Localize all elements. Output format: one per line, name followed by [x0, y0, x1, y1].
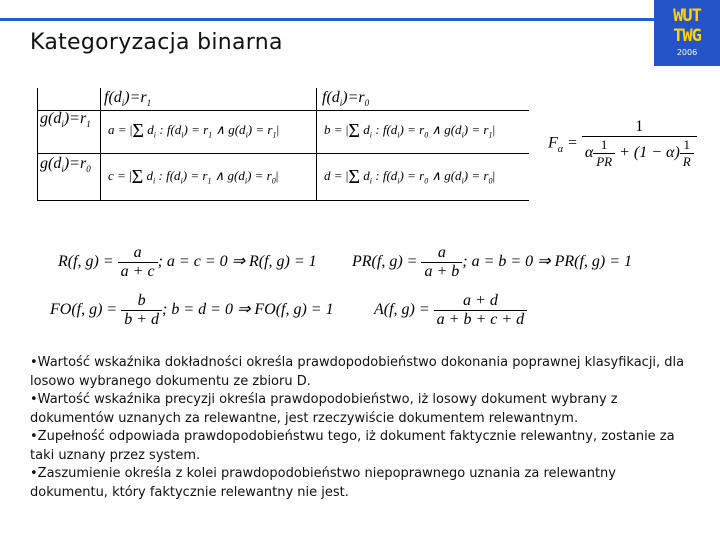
table-divider: [316, 88, 317, 200]
accuracy-formula: A(f, g) = $\frac{a + d}{a + b + c + d}$: [374, 292, 527, 329]
cell-d: d = |Σ $d_i$ : $f(d_i) = r_0$ ∧ $g(d_i) = r_0|$: [324, 166, 496, 188]
logo-year: 2006: [676, 48, 698, 57]
cell-c: c = |Σ $d_i$ : $f(d_i) = r_1$ ∧ $g(d_i) = r_0|$: [108, 166, 279, 188]
institution-logo: [654, 0, 720, 66]
table-divider: [38, 153, 529, 154]
row-header-r0: $g(d_i)=r_0$: [40, 155, 91, 175]
header-rule: [0, 18, 720, 21]
recall-formula: R(f, g) = $\frac{a}{a + c}$ ; a = c = 0 ⇒ R(f, g) = 1: [58, 244, 317, 280]
f-alpha-formula: $F_\alpha$ = 1 α $\frac{1}{PR}$ + (1 − α) $\frac{1}{R}$: [548, 118, 697, 170]
precision-formula: PR(f, g) = $\frac{a}{a + b}$ ; a = b = 0 ⇒ PR(f, g) = 1: [352, 244, 633, 280]
bullet-fallout: •Zaszumienie określa z kolei prawdopodobieństwo niepoprawnego uznania za relewantny dokumentu, który faktycznie relewantny nie jest.: [30, 466, 616, 500]
contingency-table: [37, 88, 529, 201]
logo-line-2: TWG: [673, 26, 701, 46]
bullet-accuracy: •Wartość wskaźnika dokładności określa prawdopodobieństwo dokonania poprawnej klasyfikacji, dla losowo wybranego dokumentu ze zbioru D.: [30, 355, 685, 389]
table-divider: [100, 88, 101, 200]
cell-b: b = |Σ $d_i$ : $f(d_i) = r_0$ ∧ $g(d_i) = r_1|$: [324, 120, 496, 142]
logo-line-1: WUT: [673, 6, 701, 26]
row-header-r1: $g(d_i)=r_1$: [40, 110, 91, 130]
page-title: Kategoryzacja binarna: [30, 30, 283, 55]
column-header-r1: $f(d_i)=r_1$: [104, 89, 152, 109]
bullet-recall: •Zupełność odpowiada prawdopodobieństwu tego, iż dokument faktycznie relewantny, zostanie za taki uznany przez system.: [30, 429, 675, 463]
table-divider: [38, 110, 529, 111]
bullet-precision: •Wartość wskaźnika precyzji określa prawdopodobieństwo, iż losowy dokument wybrany z dokumentów uznanych za relewantne, jest rzeczywiście dokumentem relewantnym.: [30, 392, 618, 426]
cell-a: a = |Σ $d_i$ : $f(d_i) = r_1$ ∧ $g(d_i) = r_1|$: [108, 120, 280, 142]
fallout-formula: FO(f, g) = $\frac{b}{b + d}$ ; b = d = 0 ⇒ FO(f, g) = 1: [50, 292, 334, 328]
description-text: [30, 354, 695, 502]
column-header-r0: $f(d_i)=r_0$: [322, 89, 370, 109]
